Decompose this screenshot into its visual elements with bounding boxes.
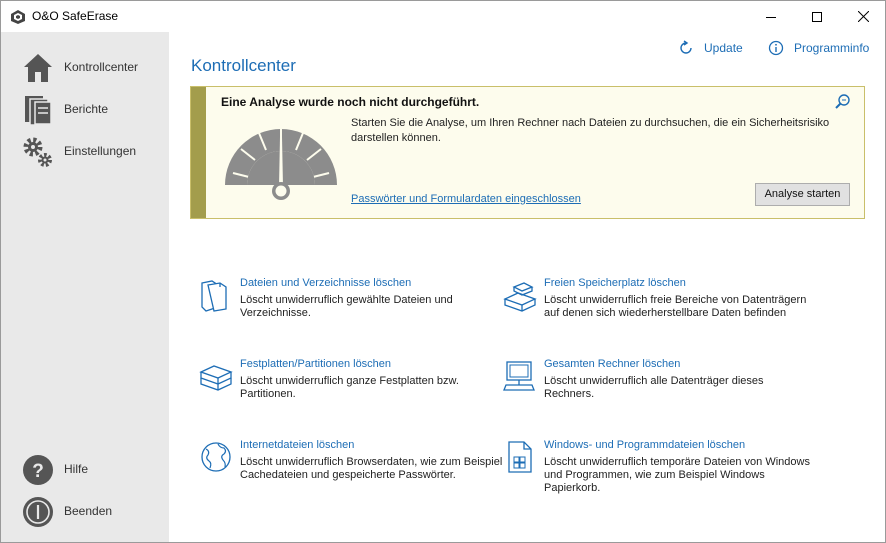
programminfo-label: Programminfo [794, 41, 870, 55]
window-title: O&O SafeErase [32, 9, 119, 23]
sidebar-item-kontrollcenter[interactable] [1, 47, 169, 87]
analysis-description: Starten Sie die Analyse, um Ihren Rechner nach Dateien zu durchsuchen, die ein Sicherheitsrisiko darstellen können. [351, 117, 830, 144]
svg-text:?: ? [32, 461, 44, 482]
refresh-icon [678, 40, 694, 56]
sidebar [1, 32, 169, 542]
search-analysis-icon[interactable] [834, 93, 852, 111]
minimize-icon [766, 12, 776, 22]
tile-description: Löscht unwiderruflich temporäre Dateien von Windows und Programmen, wie zum Beispiel Windows Papierkorb. [544, 456, 810, 494]
analysis-panel [190, 86, 865, 219]
sidebar-item-label: Beenden [64, 504, 113, 518]
tile-computer[interactable] [502, 358, 822, 418]
minimize-button[interactable] [748, 1, 794, 32]
maximize-icon [812, 12, 822, 22]
files-icon [198, 277, 234, 313]
update-label: Update [704, 41, 743, 55]
disk-icon [198, 358, 234, 394]
tile-title: Dateien und Verzeichnisse löschen [240, 277, 412, 289]
sidebar-item-berichte[interactable] [1, 89, 169, 129]
tile-disk[interactable] [198, 358, 518, 418]
close-icon [858, 11, 869, 22]
sidebar-item-label: Hilfe [64, 462, 89, 476]
analysis-heading: Eine Analyse wurde noch nicht durchgeführt. [221, 95, 480, 109]
maximize-button[interactable] [794, 1, 840, 32]
gauge-icon [219, 107, 343, 203]
tile-description: Löscht unwiderruflich ganze Festplatten bzw. Partitionen. [240, 375, 459, 400]
title-bar [1, 1, 885, 32]
close-button[interactable] [840, 1, 886, 32]
computer-icon [502, 358, 538, 394]
windows-file-icon [502, 439, 538, 475]
tile-internet[interactable] [198, 439, 518, 499]
tile-description: Löscht unwiderruflich freie Bereiche von Datenträgern auf denen sich wiederherstellbare Daten befinden [544, 294, 807, 319]
info-icon [768, 40, 784, 56]
app-logo-icon [10, 9, 26, 25]
reports-icon [21, 93, 55, 127]
sidebar-item-beenden[interactable] [1, 491, 169, 531]
gears-icon [21, 135, 55, 169]
passwords-link[interactable]: Passwörter und Formulardaten eingeschlossen [351, 193, 581, 205]
programminfo-link[interactable] [768, 38, 869, 58]
analysis-status-bar [191, 87, 206, 218]
sidebar-item-hilfe[interactable] [1, 449, 169, 489]
sidebar-item-einstellungen[interactable] [1, 131, 169, 171]
start-analysis-button[interactable]: Analyse starten [755, 183, 850, 206]
page-title: Kontrollcenter [191, 56, 296, 75]
tile-title: Freien Speicherplatz löschen [544, 277, 686, 289]
tile-title: Windows- und Programmdateien löschen [544, 439, 746, 451]
tile-windows-files[interactable] [502, 439, 822, 499]
update-link[interactable] [678, 38, 743, 58]
globe-icon [198, 439, 234, 475]
tile-title: Festplatten/Partitionen löschen [240, 358, 392, 370]
free-space-icon [502, 277, 538, 313]
help-icon [21, 453, 55, 487]
main-content [169, 32, 885, 542]
home-icon [21, 51, 55, 85]
tile-files[interactable] [198, 277, 518, 337]
tile-description: Löscht unwiderruflich alle Datenträger dieses Rechners. [544, 375, 764, 400]
power-icon [21, 495, 55, 529]
tile-title: Gesamten Rechner löschen [544, 358, 681, 370]
tile-description: Löscht unwiderruflich Browserdaten, wie zum Beispiel Cachedateien und gespeicherte Passwörter. [240, 456, 503, 481]
tile-free-space[interactable] [502, 277, 822, 337]
sidebar-item-label: Berichte [64, 102, 109, 116]
tile-title: Internetdateien löschen [240, 439, 355, 451]
tile-description: Löscht unwiderruflich gewählte Dateien und Verzeichnisse. [240, 294, 453, 319]
sidebar-item-label: Kontrollcenter [64, 60, 139, 74]
sidebar-item-label: Einstellungen [64, 144, 137, 158]
